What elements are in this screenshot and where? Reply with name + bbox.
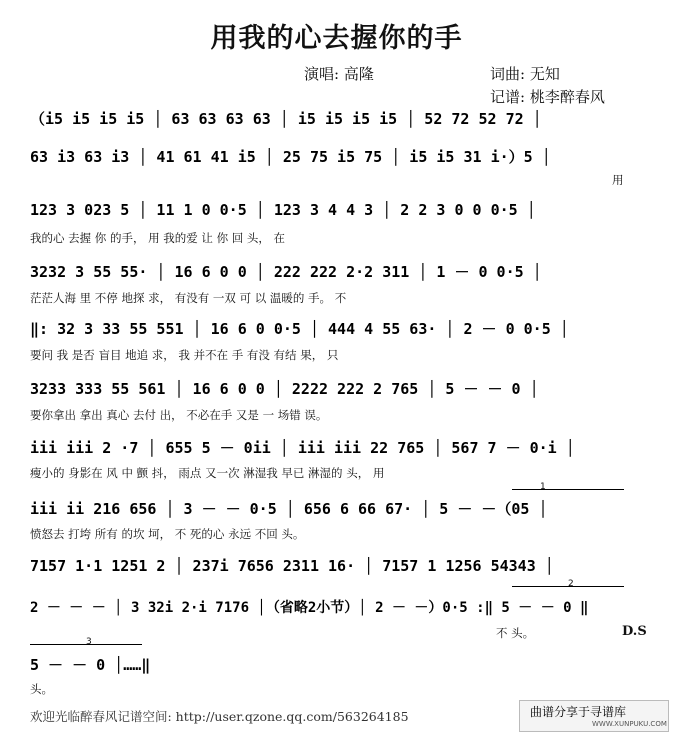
song-title: 用我的心去握你的手 xyxy=(210,23,463,54)
score-line-6: 3233 333 55 561 │ 16 6 0 0 │ 2222 222 2 765 │ 5 － － 0 │ xyxy=(30,380,539,398)
score-line-5: ‖: 32 3 33 55 551 │ 16 6 0 0·5 │ 444 4 55 63· │ 2 － 0 0·5 │ xyxy=(30,320,569,338)
volta-3-label: 3 xyxy=(86,637,92,647)
score-line-10: 2 － － － │ 3 32i 2·i 7176 │（省略2小节）│ 2 － －）0·5 :‖ 5 － － 0 ‖ xyxy=(30,600,589,616)
site-badge xyxy=(519,700,669,732)
lyric-line-2-end: 用 xyxy=(612,173,624,187)
lyric-line-4: 茫茫人海 里 不停 地探 求， 有没有 一双 可 以 温暖的 手。 不 xyxy=(30,291,347,305)
ds-marking: D.S xyxy=(622,624,647,639)
score-line-1: （i5 i5 i5 i5 │ 63 63 63 63 │ i5 i5 i5 i5 │ 52 72 52 72 │ xyxy=(30,110,542,128)
badge-text: 曲谱分享于寻谱库 xyxy=(530,705,627,719)
lyric-line-3: 我的心 去握 你 的手， 用 我的爱 让 你 回 头， 在 xyxy=(30,231,286,245)
score-line-8: iii ii 216 656 │ 3 － － 0·5 │ 656 6 66 67· │ 5 － －（05 │ xyxy=(30,500,548,518)
lyric-line-8: 愤怒去 打垮 所有 的坎 坷， 不 死的心 永远 不回 头。 xyxy=(30,527,305,541)
score-line-11: 5 － － 0 │……‖ xyxy=(30,656,151,674)
lyric-line-10: 不 头。 xyxy=(496,626,535,640)
score-line-2: 63 i3 63 i3 │ 41 61 41 i5 │ 25 75 i5 75 │ i5 i5 31 i·）5 │ xyxy=(30,148,551,166)
lyric-line-6: 要你拿出 拿出 真心 去付 出， 不必在手 又是 一 场错 误。 xyxy=(30,408,328,422)
volta-2-label: 2 xyxy=(568,579,574,589)
singer-credit: 演唱: 高隆 xyxy=(304,65,374,83)
badge-url: WWW.XUNPUKU.COM xyxy=(592,720,667,728)
score-line-7: iii iii 2 ·7 │ 655 5 － 0ii │ iii iii 22 765 │ 567 7 － 0·i │ xyxy=(30,439,575,457)
score-line-3: 123 3 023 5 │ 11 1 0 0·5 │ 123 3 4 4 3 │ 2 2 3 0 0 0·5 │ xyxy=(30,201,536,219)
footer-welcome: 欢迎光临醉春风记谱空间: http://user.qzone.qq.com/563264185 xyxy=(30,709,409,724)
composer-credit: 词曲: 无知 xyxy=(490,65,560,83)
score-line-4: 3232 3 55 55· │ 16 6 0 0 │ 222 222 2·2 311 │ 1 － 0 0·5 │ xyxy=(30,263,542,281)
score-line-9: 7157 1·1 1251 2 │ 237i 7656 2311 16· │ 7157 1 1256 54343 │ xyxy=(30,557,554,575)
lyric-line-5: 要问 我 是否 盲目 地追 求， 我 并不在 手 有没 有结 果， 只 xyxy=(30,348,339,362)
lyric-line-7: 瘦小的 身影在 风 中 颤 抖， 雨点 又一次 淋湿我 早已 淋湿的 头， 用 xyxy=(30,466,385,480)
volta-1-label: 1 xyxy=(540,482,546,492)
transcriber-credit: 记谱: 桃李醉春风 xyxy=(490,88,605,106)
volta-1-bracket xyxy=(512,489,624,490)
lyric-line-11: 头。 xyxy=(30,682,53,696)
